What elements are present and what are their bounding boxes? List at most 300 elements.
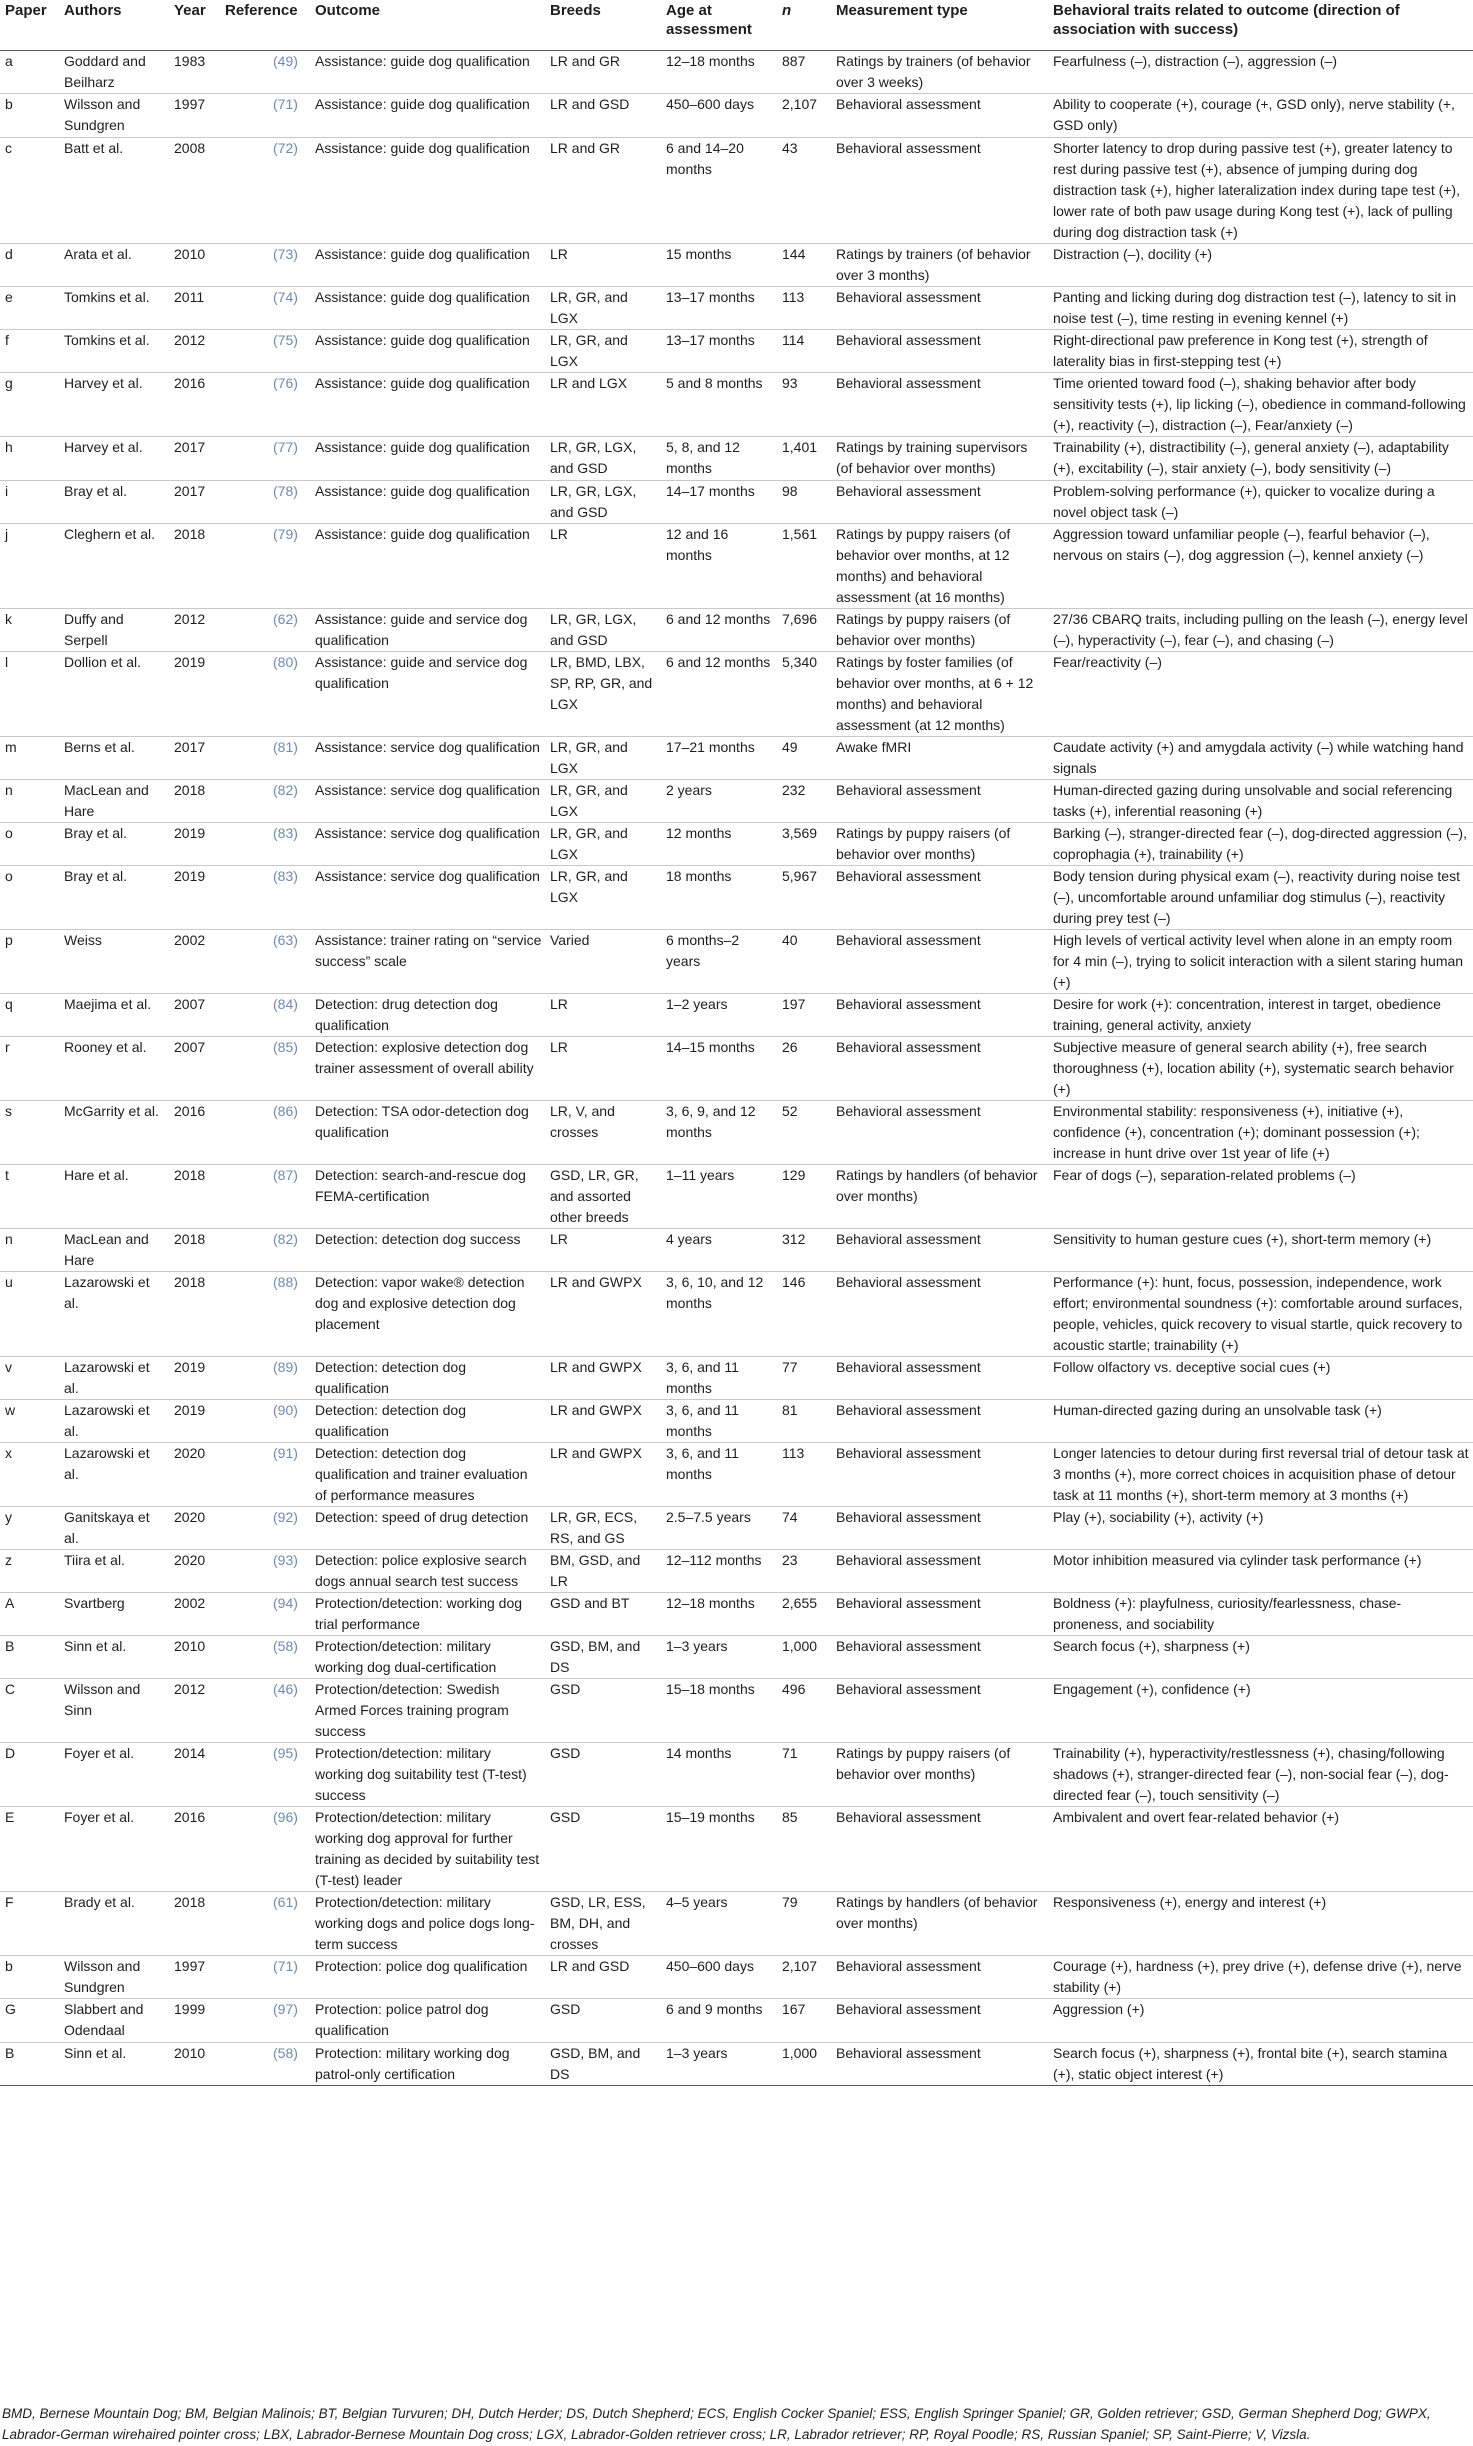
- cell-reference[interactable]: (46): [220, 1678, 310, 1742]
- cell-reference[interactable]: (85): [220, 1036, 310, 1100]
- cell-breeds: LR: [545, 523, 661, 608]
- cell-age: 15–19 months: [661, 1806, 777, 1891]
- cell-reference[interactable]: (83): [220, 822, 310, 865]
- cell-paper: p: [0, 929, 59, 993]
- cell-paper: h: [0, 436, 59, 480]
- table-row: [0, 1036, 1473, 1100]
- cell-measurement: Ratings by puppy raisers (of behavior over months): [831, 608, 1048, 651]
- cell-n: 49: [777, 736, 831, 779]
- cell-outcome: Protection/detection: military working dog dual-certification: [310, 1635, 545, 1678]
- cell-breeds: LR: [545, 243, 661, 286]
- cell-paper: y: [0, 1506, 59, 1549]
- cell-paper: F: [0, 1891, 59, 1955]
- cell-reference[interactable]: (80): [220, 651, 310, 736]
- table-row: [0, 993, 1473, 1036]
- cell-authors: Lazarowski et al.: [59, 1356, 169, 1399]
- cell-year: 2019: [169, 822, 220, 865]
- cell-paper: e: [0, 286, 59, 329]
- cell-outcome: Assistance: guide dog qualification: [310, 436, 545, 480]
- cell-n: 1,561: [777, 523, 831, 608]
- cell-year: 2019: [169, 651, 220, 736]
- table-row: [0, 1506, 1473, 1549]
- cell-measurement: Behavioral assessment: [831, 372, 1048, 436]
- cell-year: 2002: [169, 929, 220, 993]
- cell-breeds: LR, GR, and LGX: [545, 822, 661, 865]
- cell-n: 40: [777, 929, 831, 993]
- cell-outcome: Detection: speed of drug detection: [310, 1506, 545, 1549]
- cell-traits: Right-directional paw preference in Kong test (+), strength of laterality bias in first-stepping test (+): [1048, 329, 1473, 372]
- cell-age: 12–18 months: [661, 50, 777, 93]
- cell-reference[interactable]: (78): [220, 480, 310, 523]
- cell-traits: Subjective measure of general search ability (+), free search thoroughness (+), location ability (+), systematic search behavior (+): [1048, 1036, 1473, 1100]
- cell-paper: o: [0, 822, 59, 865]
- cell-year: 2018: [169, 523, 220, 608]
- cell-year: 1983: [169, 50, 220, 93]
- cell-traits: Performance (+): hunt, focus, possession, independence, work effort; environmental soundness (+): comfortable around surfaces, people, vehicles, quick recovery to visual startle, quick recovery to acoustic startle; trainability (+): [1048, 1271, 1473, 1356]
- cell-reference[interactable]: (71): [220, 93, 310, 137]
- cell-authors: Sinn et al.: [59, 2042, 169, 2085]
- cell-measurement: Behavioral assessment: [831, 1592, 1048, 1635]
- cell-year: 2019: [169, 865, 220, 929]
- cell-measurement: Ratings by puppy raisers (of behavior over months, at 12 months) and behavioral assessment (at 16 months): [831, 523, 1048, 608]
- cell-outcome: Protection: police patrol dog qualification: [310, 1998, 545, 2042]
- cell-reference[interactable]: (58): [220, 1635, 310, 1678]
- header-row: [0, 0, 1473, 50]
- cell-paper: a: [0, 50, 59, 93]
- table-row: [0, 2042, 1473, 2085]
- cell-authors: Foyer et al.: [59, 1806, 169, 1891]
- cell-authors: Hare et al.: [59, 1164, 169, 1228]
- cell-reference[interactable]: (58): [220, 2042, 310, 2085]
- cell-traits: Body tension during physical exam (–), reactivity during noise test (–), uncomfortable around unfamiliar dog stimulus (–), reactivity during prey test (–): [1048, 865, 1473, 929]
- cell-measurement: Behavioral assessment: [831, 329, 1048, 372]
- cell-paper: r: [0, 1036, 59, 1100]
- cell-paper: d: [0, 243, 59, 286]
- cell-outcome: Assistance: guide dog qualification: [310, 93, 545, 137]
- cell-year: 2017: [169, 480, 220, 523]
- cell-reference[interactable]: (94): [220, 1592, 310, 1635]
- cell-paper: E: [0, 1806, 59, 1891]
- cell-measurement: Behavioral assessment: [831, 865, 1048, 929]
- cell-traits: Barking (–), stranger-directed fear (–), dog-directed aggression (–), coprophagia (+), trainability (+): [1048, 822, 1473, 865]
- cell-breeds: LR and GWPX: [545, 1271, 661, 1356]
- cell-n: 496: [777, 1678, 831, 1742]
- cell-breeds: LR, GR, LGX, and GSD: [545, 608, 661, 651]
- table-row: [0, 822, 1473, 865]
- cell-year: 2014: [169, 1742, 220, 1806]
- header-paper: Paper: [0, 0, 59, 50]
- cell-paper: G: [0, 1998, 59, 2042]
- cell-year: 2020: [169, 1442, 220, 1506]
- cell-breeds: GSD: [545, 1742, 661, 1806]
- cell-year: 2012: [169, 1678, 220, 1742]
- cell-paper: n: [0, 779, 59, 822]
- cell-paper: x: [0, 1442, 59, 1506]
- cell-paper: q: [0, 993, 59, 1036]
- cell-traits: 27/36 CBARQ traits, including pulling on the leash (–), energy level (–), hyperactivity (–), fear (–), and chasing (–): [1048, 608, 1473, 651]
- cell-breeds: LR, GR, and LGX: [545, 329, 661, 372]
- cell-reference[interactable]: (62): [220, 608, 310, 651]
- table-row: [0, 651, 1473, 736]
- cell-year: 2012: [169, 608, 220, 651]
- cell-reference[interactable]: (79): [220, 523, 310, 608]
- cell-age: 2 years: [661, 779, 777, 822]
- cell-outcome: Protection: police dog qualification: [310, 1955, 545, 1998]
- cell-age: 5 and 8 months: [661, 372, 777, 436]
- cell-authors: Harvey et al.: [59, 436, 169, 480]
- cell-age: 1–3 years: [661, 2042, 777, 2085]
- cell-authors: Batt et al.: [59, 137, 169, 243]
- cell-reference[interactable]: (90): [220, 1399, 310, 1442]
- cell-age: 17–21 months: [661, 736, 777, 779]
- cell-reference[interactable]: (63): [220, 929, 310, 993]
- cell-n: 26: [777, 1036, 831, 1100]
- cell-breeds: GSD, BM, and DS: [545, 2042, 661, 2085]
- table-row: [0, 137, 1473, 243]
- cell-outcome: Assistance: guide dog qualification: [310, 243, 545, 286]
- cell-year: 2019: [169, 1356, 220, 1399]
- cell-reference[interactable]: (81): [220, 736, 310, 779]
- cell-age: 14 months: [661, 1742, 777, 1806]
- cell-reference[interactable]: (73): [220, 243, 310, 286]
- cell-breeds: LR, GR, ECS, RS, and GS: [545, 1506, 661, 1549]
- cell-measurement: Behavioral assessment: [831, 1998, 1048, 2042]
- cell-n: 197: [777, 993, 831, 1036]
- cell-traits: Follow olfactory vs. deceptive social cues (+): [1048, 1356, 1473, 1399]
- cell-reference[interactable]: (83): [220, 865, 310, 929]
- cell-paper: f: [0, 329, 59, 372]
- cell-n: 7,696: [777, 608, 831, 651]
- cell-breeds: LR, GR, and LGX: [545, 736, 661, 779]
- cell-authors: Wilsson and Sinn: [59, 1678, 169, 1742]
- cell-traits: Problem-solving performance (+), quicker to vocalize during a novel object task (–): [1048, 480, 1473, 523]
- cell-measurement: Behavioral assessment: [831, 1228, 1048, 1271]
- cell-breeds: LR, BMD, LBX, SP, RP, GR, and LGX: [545, 651, 661, 736]
- cell-n: 144: [777, 243, 831, 286]
- cell-age: 1–2 years: [661, 993, 777, 1036]
- cell-paper: n: [0, 1228, 59, 1271]
- table-row: [0, 608, 1473, 651]
- cell-traits: Environmental stability: responsiveness (+), initiative (+), confidence (+), concentration (+); dominant possession (+); increase in hunt drive over 1st year of life (+): [1048, 1100, 1473, 1164]
- cell-outcome: Detection: detection dog qualification and trainer evaluation of performance measures: [310, 1442, 545, 1506]
- cell-authors: Svartberg: [59, 1592, 169, 1635]
- cell-breeds: LR and GWPX: [545, 1442, 661, 1506]
- table-body: [0, 50, 1473, 2085]
- cell-reference[interactable]: (92): [220, 1506, 310, 1549]
- table-footnote: BMD, Bernese Mountain Dog; BM, Belgian Malinois; BT, Belgian Turvuren; DH, Dutch Herder; DS, Dutch Shepherd; ECS, English Cocker Spaniel; ESS, English Springer Spaniel; GR, Golden retriever; GSD, German Shepherd Dog; GWPX, Labrador-German wirehaired pointer cross; LBX, Labrador-Bernese Mountain Dog cross; LGX, Labrador-Golden retriever cross; LR, Labrador retriever; RP, Royal Poodle; RS, Russian Spaniel; SP, Saint-Pierre; V, Vizsla.: [2, 2406, 1431, 2442]
- cell-age: 14–17 months: [661, 480, 777, 523]
- cell-paper: D: [0, 1742, 59, 1806]
- cell-n: 79: [777, 1891, 831, 1955]
- cell-authors: Rooney et al.: [59, 1036, 169, 1100]
- cell-traits: Motor inhibition measured via cylinder task performance (+): [1048, 1549, 1473, 1592]
- cell-breeds: GSD: [545, 1998, 661, 2042]
- cell-authors: Cleghern et al.: [59, 523, 169, 608]
- cell-reference[interactable]: (96): [220, 1806, 310, 1891]
- cell-age: 3, 6, 10, and 12 months: [661, 1271, 777, 1356]
- cell-age: 4–5 years: [661, 1891, 777, 1955]
- cell-reference[interactable]: (49): [220, 50, 310, 93]
- table-row: [0, 1742, 1473, 1806]
- cell-paper: j: [0, 523, 59, 608]
- cell-measurement: Behavioral assessment: [831, 929, 1048, 993]
- cell-paper: c: [0, 137, 59, 243]
- cell-authors: Tomkins et al.: [59, 329, 169, 372]
- cell-traits: Courage (+), hardness (+), prey drive (+), defense drive (+), nerve stability (+): [1048, 1955, 1473, 1998]
- cell-year: 2007: [169, 1036, 220, 1100]
- header-measurement-type: Measurement type: [831, 0, 1048, 50]
- cell-paper: k: [0, 608, 59, 651]
- table-row: [0, 1678, 1473, 1742]
- cell-outcome: Assistance: trainer rating on “service success” scale: [310, 929, 545, 993]
- cell-measurement: Behavioral assessment: [831, 137, 1048, 243]
- cell-year: 2007: [169, 993, 220, 1036]
- cell-outcome: Protection/detection: military working dog approval for further training as decided by suitability test (T-test) leader: [310, 1806, 545, 1891]
- cell-outcome: Protection/detection: military working dogs and police dogs long-term success: [310, 1891, 545, 1955]
- cell-year: 2016: [169, 372, 220, 436]
- cell-age: 1–3 years: [661, 1635, 777, 1678]
- cell-n: 74: [777, 1506, 831, 1549]
- cell-authors: Lazarowski et al.: [59, 1399, 169, 1442]
- cell-breeds: LR: [545, 993, 661, 1036]
- cell-traits: Ambivalent and overt fear-related behavior (+): [1048, 1806, 1473, 1891]
- cell-n: 5,967: [777, 865, 831, 929]
- header-outcome: Outcome: [310, 0, 545, 50]
- cell-n: 1,000: [777, 1635, 831, 1678]
- cell-authors: Wilsson and Sundgren: [59, 93, 169, 137]
- cell-authors: Bray et al.: [59, 480, 169, 523]
- cell-age: 5, 8, and 12 months: [661, 436, 777, 480]
- cell-n: 23: [777, 1549, 831, 1592]
- cell-measurement: Ratings by handlers (of behavior over months): [831, 1891, 1048, 1955]
- cell-reference[interactable]: (71): [220, 1955, 310, 1998]
- cell-authors: Lazarowski et al.: [59, 1442, 169, 1506]
- cell-n: 3,569: [777, 822, 831, 865]
- cell-breeds: LR and LGX: [545, 372, 661, 436]
- cell-outcome: Protection/detection: working dog trial performance: [310, 1592, 545, 1635]
- cell-age: 450–600 days: [661, 93, 777, 137]
- table-row: [0, 1955, 1473, 1998]
- cell-n: 71: [777, 1742, 831, 1806]
- cell-outcome: Detection: police explosive search dogs annual search test success: [310, 1549, 545, 1592]
- table-row: [0, 1356, 1473, 1399]
- cell-measurement: Behavioral assessment: [831, 1506, 1048, 1549]
- cell-outcome: Assistance: guide dog qualification: [310, 329, 545, 372]
- cell-measurement: Behavioral assessment: [831, 1356, 1048, 1399]
- cell-outcome: Assistance: service dog qualification: [310, 779, 545, 822]
- cell-age: 18 months: [661, 865, 777, 929]
- cell-authors: Arata et al.: [59, 243, 169, 286]
- cell-breeds: GSD: [545, 1678, 661, 1742]
- cell-breeds: LR, GR, and LGX: [545, 286, 661, 329]
- cell-outcome: Assistance: guide dog qualification: [310, 372, 545, 436]
- cell-age: 13–17 months: [661, 286, 777, 329]
- cell-n: 93: [777, 372, 831, 436]
- cell-breeds: LR: [545, 1228, 661, 1271]
- cell-measurement: Behavioral assessment: [831, 2042, 1048, 2085]
- cell-breeds: GSD and BT: [545, 1592, 661, 1635]
- cell-age: 3, 6, and 11 months: [661, 1442, 777, 1506]
- cell-authors: Wilsson and Sundgren: [59, 1955, 169, 1998]
- cell-traits: Trainability (+), hyperactivity/restlessness (+), chasing/following shadows (+), stranger-directed fear (–), non-social fear (–), dog-directed fear (–), touch sensitivity (–): [1048, 1742, 1473, 1806]
- cell-outcome: Protection: military working dog patrol-only certification: [310, 2042, 545, 2085]
- cell-n: 113: [777, 1442, 831, 1506]
- table-row: [0, 1164, 1473, 1228]
- cell-paper: w: [0, 1399, 59, 1442]
- cell-traits: Search focus (+), sharpness (+), frontal bite (+), search stamina (+), static object interest (+): [1048, 2042, 1473, 2085]
- cell-paper: B: [0, 1635, 59, 1678]
- cell-breeds: LR, GR, and LGX: [545, 779, 661, 822]
- table-row: [0, 243, 1473, 286]
- cell-n: 887: [777, 50, 831, 93]
- cell-n: 77: [777, 1356, 831, 1399]
- table-row: [0, 929, 1473, 993]
- cell-n: 1,000: [777, 2042, 831, 2085]
- cell-measurement: Behavioral assessment: [831, 1678, 1048, 1742]
- cell-reference[interactable]: (76): [220, 372, 310, 436]
- cell-year: 2010: [169, 243, 220, 286]
- cell-age: 2.5–7.5 years: [661, 1506, 777, 1549]
- cell-breeds: LR and GSD: [545, 93, 661, 137]
- cell-reference[interactable]: (89): [220, 1356, 310, 1399]
- cell-authors: Lazarowski et al.: [59, 1271, 169, 1356]
- table-row: [0, 736, 1473, 779]
- cell-age: 6 months–2 years: [661, 929, 777, 993]
- cell-year: 2011: [169, 286, 220, 329]
- cell-outcome: Detection: vapor wake® detection dog and explosive detection dog placement: [310, 1271, 545, 1356]
- cell-age: 6 and 14–20 months: [661, 137, 777, 243]
- cell-outcome: Assistance: service dog qualification: [310, 865, 545, 929]
- cell-authors: Brady et al.: [59, 1891, 169, 1955]
- header-n: n: [777, 0, 831, 50]
- cell-measurement: Behavioral assessment: [831, 1955, 1048, 1998]
- cell-paper: b: [0, 93, 59, 137]
- cell-year: 2016: [169, 1806, 220, 1891]
- cell-traits: Panting and licking during dog distraction test (–), latency to sit in noise test (–), time resting in evening kennel (+): [1048, 286, 1473, 329]
- cell-reference[interactable]: (72): [220, 137, 310, 243]
- cell-reference[interactable]: (88): [220, 1271, 310, 1356]
- cell-breeds: LR, GR, LGX, and GSD: [545, 480, 661, 523]
- cell-measurement: Behavioral assessment: [831, 779, 1048, 822]
- cell-year: 1997: [169, 93, 220, 137]
- cell-breeds: LR: [545, 1036, 661, 1100]
- cell-n: 81: [777, 1399, 831, 1442]
- cell-traits: Trainability (+), distractibility (–), general anxiety (–), adaptability (+), excitability (–), stair anxiety (–), body sensitivity (–): [1048, 436, 1473, 480]
- cell-n: 98: [777, 480, 831, 523]
- cell-reference[interactable]: (87): [220, 1164, 310, 1228]
- cell-reference[interactable]: (75): [220, 329, 310, 372]
- cell-breeds: LR and GR: [545, 50, 661, 93]
- cell-age: 6 and 9 months: [661, 1998, 777, 2042]
- cell-reference[interactable]: (97): [220, 1998, 310, 2042]
- cell-traits: Distraction (–), docility (+): [1048, 243, 1473, 286]
- cell-n: 85: [777, 1806, 831, 1891]
- cell-age: 4 years: [661, 1228, 777, 1271]
- cell-reference[interactable]: (91): [220, 1442, 310, 1506]
- cell-year: 2012: [169, 329, 220, 372]
- cell-year: 2016: [169, 1100, 220, 1164]
- cell-outcome: Protection/detection: military working dog suitability test (T-test) success: [310, 1742, 545, 1806]
- cell-age: 12–18 months: [661, 1592, 777, 1635]
- cell-traits: Caudate activity (+) and amygdala activity (–) while watching hand signals: [1048, 736, 1473, 779]
- cell-measurement: Behavioral assessment: [831, 1442, 1048, 1506]
- cell-paper: A: [0, 1592, 59, 1635]
- cell-year: 2020: [169, 1549, 220, 1592]
- cell-age: 12 and 16 months: [661, 523, 777, 608]
- header-authors: Authors: [59, 0, 169, 50]
- cell-reference[interactable]: (84): [220, 993, 310, 1036]
- table-row: [0, 1228, 1473, 1271]
- cell-reference[interactable]: (86): [220, 1100, 310, 1164]
- table-row: [0, 436, 1473, 480]
- cell-traits: Fearfulness (–), distraction (–), aggression (–): [1048, 50, 1473, 93]
- cell-n: 167: [777, 1998, 831, 2042]
- cell-traits: High levels of vertical activity level when alone in an empty room for 4 min (–), trying to solicit interaction with a silent staring human (+): [1048, 929, 1473, 993]
- cell-measurement: Ratings by trainers (of behavior over 3 months): [831, 243, 1048, 286]
- table-row: [0, 865, 1473, 929]
- table-row: [0, 372, 1473, 436]
- cell-year: 2002: [169, 1592, 220, 1635]
- cell-measurement: Behavioral assessment: [831, 993, 1048, 1036]
- cell-age: 15 months: [661, 243, 777, 286]
- cell-measurement: Behavioral assessment: [831, 1271, 1048, 1356]
- cell-authors: Duffy and Serpell: [59, 608, 169, 651]
- cell-reference[interactable]: (74): [220, 286, 310, 329]
- header-year: Year: [169, 0, 220, 50]
- cell-outcome: Assistance: guide dog qualification: [310, 286, 545, 329]
- cell-n: 43: [777, 137, 831, 243]
- cell-outcome: Assistance: service dog qualification: [310, 736, 545, 779]
- cell-reference[interactable]: (82): [220, 1228, 310, 1271]
- cell-outcome: Protection/detection: Swedish Armed Forces training program success: [310, 1678, 545, 1742]
- cell-measurement: Behavioral assessment: [831, 1399, 1048, 1442]
- cell-traits: Engagement (+), confidence (+): [1048, 1678, 1473, 1742]
- cell-measurement: Ratings by trainers (of behavior over 3 weeks): [831, 50, 1048, 93]
- table-row: [0, 1998, 1473, 2042]
- cell-outcome: Detection: explosive detection dog trainer assessment of overall ability: [310, 1036, 545, 1100]
- cell-traits: Human-directed gazing during an unsolvable task (+): [1048, 1399, 1473, 1442]
- cell-reference[interactable]: (95): [220, 1742, 310, 1806]
- cell-paper: B: [0, 2042, 59, 2085]
- cell-authors: Berns et al.: [59, 736, 169, 779]
- cell-reference[interactable]: (61): [220, 1891, 310, 1955]
- cell-measurement: Behavioral assessment: [831, 1100, 1048, 1164]
- cell-traits: Sensitivity to human gesture cues (+), short-term memory (+): [1048, 1228, 1473, 1271]
- cell-measurement: Ratings by training supervisors (of behavior over months): [831, 436, 1048, 480]
- cell-paper: l: [0, 651, 59, 736]
- cell-paper: s: [0, 1100, 59, 1164]
- cell-traits: Shorter latency to drop during passive test (+), greater latency to rest during passive test (+), absence of jumping during dog distraction task (+), higher lateralization index during tape test (+), lower rate of both paw usage during Kong test (+), lack of pulling during dog distraction task (+): [1048, 137, 1473, 243]
- cell-traits: Time oriented toward food (–), shaking behavior after body sensitivity tests (+), lip licking (–), obedience in command-following (+), reactivity (–), distraction (–), Fear/anxiety (–): [1048, 372, 1473, 436]
- table-row: [0, 1592, 1473, 1635]
- cell-reference[interactable]: (93): [220, 1549, 310, 1592]
- table-row: [0, 329, 1473, 372]
- cell-outcome: Detection: detection dog success: [310, 1228, 545, 1271]
- table-row: [0, 1442, 1473, 1506]
- cell-breeds: GSD: [545, 1806, 661, 1891]
- cell-traits: Aggression toward unfamiliar people (–), fearful behavior (–), nervous on stairs (–), dog aggression (–), kennel anxiety (–): [1048, 523, 1473, 608]
- cell-authors: Bray et al.: [59, 822, 169, 865]
- cell-age: 3, 6, and 11 months: [661, 1356, 777, 1399]
- cell-reference[interactable]: (82): [220, 779, 310, 822]
- cell-year: 1999: [169, 1998, 220, 2042]
- table-row: [0, 1399, 1473, 1442]
- cell-year: 2010: [169, 1635, 220, 1678]
- cell-authors: Ganitskaya et al.: [59, 1506, 169, 1549]
- cell-authors: Harvey et al.: [59, 372, 169, 436]
- cell-reference[interactable]: (77): [220, 436, 310, 480]
- cell-authors: Weiss: [59, 929, 169, 993]
